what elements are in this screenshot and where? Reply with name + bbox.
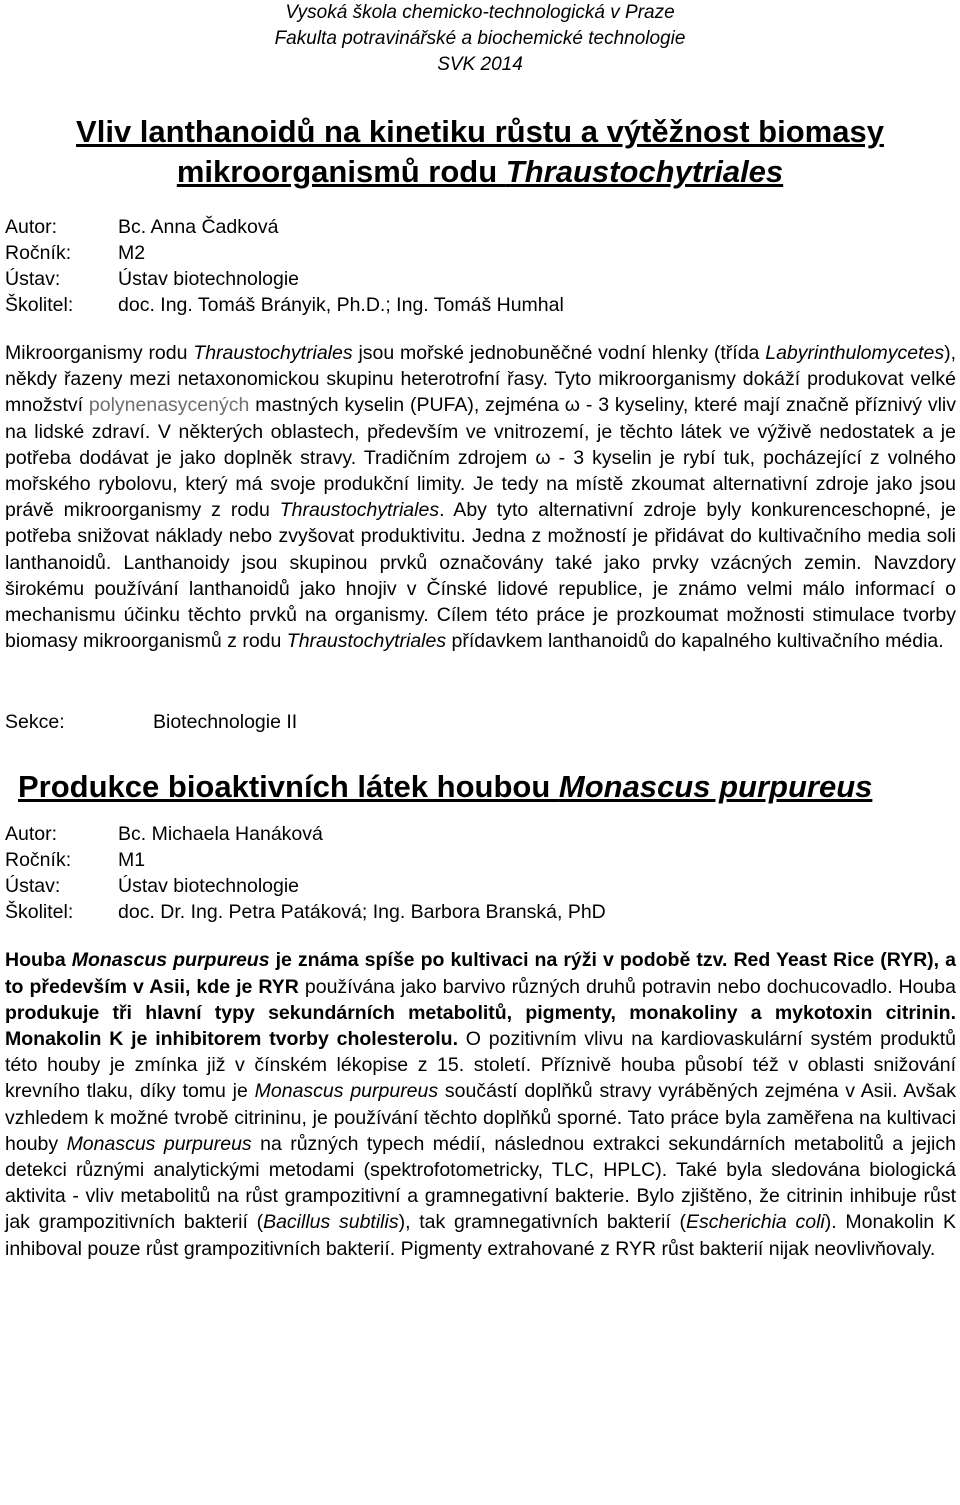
institute-value: Ústav biotechnologie bbox=[118, 268, 300, 290]
paper2-abstract bbox=[0, 947, 960, 1261]
paper2-author-row bbox=[0, 821, 960, 847]
paper1-year-row bbox=[0, 240, 960, 266]
paper1-title bbox=[0, 112, 960, 192]
abstract-genus: Thraustochytriales bbox=[193, 342, 353, 364]
year-value: M2 bbox=[118, 242, 146, 264]
abstract-text: ), někdy řazeny mezi netaxonomickou skupinu heterotrofní řasy. Tyto mikroorganismy dokáží produkovat velké množství bbox=[5, 342, 956, 417]
abstract-text: ). Monakolin K inhiboval pouze růst grampozitivních bakterií. Pigmenty extrahované z RYR růst bakterií nijak neovlivňovaly. bbox=[5, 1211, 956, 1260]
paper1-meta bbox=[0, 214, 960, 318]
paper2-supervisor-row bbox=[0, 899, 960, 925]
year-value: M1 bbox=[118, 849, 146, 872]
abstract-species: Escherichia coli bbox=[685, 1211, 825, 1234]
university-name: Vysoká škola chemicko-technologická v Praze bbox=[285, 2, 675, 23]
abstract-bold: je známa spíše po kultivaci na rýži v podobě tzv. Red Yeast Rice (RYR), a to především v Asii, kde je RYR bbox=[5, 949, 956, 998]
abstract-text: Mikroorganismy rodu bbox=[5, 342, 194, 364]
abstract-genus: Thraustochytriales bbox=[286, 630, 447, 653]
year-label: Ročník: bbox=[5, 849, 72, 872]
abstract-text: na různých typech médií, následnou extrakci sekundárních metabolitů a jejich detekci různými analytickými metodami (spektrofotometricky, TLC, HPLC). Také byla sledována biologická aktivita - vliv metabolitů na růst grampozitivní a gramnegativní bakterie. Bylo zjištěno, že citrinin inhibuje růst jak grampozitivních bakterií ( bbox=[5, 1132, 956, 1234]
paper1-title-line1: Vliv lanthanoidů na kinetiku růstu a výtěžnost biomasy bbox=[76, 114, 884, 149]
abstract-gray-word: polynenasycených bbox=[88, 394, 250, 417]
conference-name: SVK 2014 bbox=[437, 54, 523, 75]
supervisor-value: doc. Ing. Tomáš Brányik, Ph.D.; Ing. Tomáš Humhal bbox=[118, 294, 564, 316]
section-value: Biotechnologie II bbox=[153, 711, 298, 734]
paper2-title-text: Produkce bioaktivních látek houbou bbox=[18, 769, 559, 805]
abstract-bold: Houba bbox=[5, 949, 72, 972]
paper1-abstract bbox=[0, 340, 960, 654]
abstract-text: součástí doplňků stravy vyráběných zejména v Asii. Avšak vzhledem k možné tvrobě citrininu, je používání těchto doplňků sporné. Tato práce byla zaměřena na kultivaci houby bbox=[5, 1080, 957, 1155]
abstract-bold: produkuje tři hlavní typy sekundárních metabolitů, pigmenty, monakoliny a mykotoxin citrinin. Monakolin K je inhibitorem tvorby cholesterolu. bbox=[5, 1001, 956, 1051]
supervisor-value: doc. Dr. Ing. Petra Patáková; Ing. Barbora Branská, PhD bbox=[118, 901, 606, 924]
abstract-text: jsou mořské jednobuněčné vodní hlenky (třída bbox=[352, 342, 766, 364]
paper1-title-genus: Thraustochytriales bbox=[505, 154, 784, 189]
author-value: Bc. Anna Čadková bbox=[118, 216, 279, 238]
paper1-supervisor-row bbox=[0, 292, 960, 318]
paper1-author-row bbox=[0, 214, 960, 240]
abstract-text: O pozitivním vlivu na kardiovaskulární systém produktů této houby je zmínka již v čínském lékopise z 15. století. Příznivě houba působí též v oblasti snižování krevního tlaku, díky tomu je bbox=[5, 1028, 956, 1103]
paper2-institute-row bbox=[0, 873, 960, 899]
abstract-text: používána jako barvivo různých druhů potravin nebo dochucovadlo. Houba bbox=[298, 975, 956, 998]
author-value: Bc. Michaela Hanáková bbox=[118, 823, 323, 846]
paper1-institute-row bbox=[0, 266, 960, 292]
author-label: Autor: bbox=[5, 823, 58, 846]
abstract-class: Labyrinthulomycetes bbox=[765, 342, 945, 364]
abstract-species: Monascus purpureus bbox=[71, 949, 270, 972]
paper2-meta bbox=[0, 821, 960, 925]
document-header bbox=[0, 0, 960, 78]
abstract-species: Monascus purpureus bbox=[254, 1080, 439, 1103]
author-label: Autor: bbox=[5, 216, 58, 238]
abstract-text: . Aby tyto alternativní zdroje byly konkurenceschopné, je potřeba snižovat náklady nebo zvyšovat produktivitu. Jedna z možností je přidávat do kultivačního media soli lanthanoidů. Lanthanoidy jsou skupinou prvků označovány také jako prvky vzácných zemin. Navzdory širokému používání lanthanoidů jako hnojiv v Čínské lidové republice, je známo velmi málo informací o mechanismu účinku těchto prvků na organismy. Cílem této práce je prozkoumat možnosti stimulace tvorby biomasy mikroorganismů z rodu bbox=[5, 499, 957, 653]
supervisor-label: Školitel: bbox=[5, 294, 74, 316]
abstract-species: Bacillus subtilis bbox=[263, 1211, 399, 1234]
abstract-text: přídavkem lanthanoidů do kapalného kultivačního média. bbox=[446, 630, 944, 653]
paper2-title bbox=[0, 767, 960, 807]
section-row bbox=[0, 709, 960, 735]
year-label: Ročník: bbox=[5, 242, 72, 264]
paper2-year-row bbox=[0, 847, 960, 873]
paper2-title-species: Monascus purpureus bbox=[558, 769, 873, 805]
paper1-title-line2: mikroorganismů rodu bbox=[176, 154, 506, 189]
faculty-name: Fakulta potravinářské a biochemické technologie bbox=[274, 28, 686, 49]
institute-label: Ústav: bbox=[5, 875, 61, 898]
section-label: Sekce: bbox=[5, 711, 65, 734]
supervisor-label: Školitel: bbox=[5, 901, 74, 924]
institute-value: Ústav biotechnologie bbox=[118, 875, 300, 898]
abstract-text: ), tak gramnegativních bakterií ( bbox=[398, 1211, 686, 1234]
institute-label: Ústav: bbox=[5, 268, 61, 290]
abstract-genus: Thraustochytriales bbox=[279, 499, 440, 522]
abstract-text: mastných kyselin (PUFA), zejména ω - 3 kyseliny, které mají značně příznivý vliv na lidské zdraví. V některých oblastech, především ve vnitrozemí, je těchto látek ve výživě nedostatek a je potřeba dodávat je jako doplněk stravy. Tradičním zdrojem ω - 3 kyselin je rybí tuk, pocházející z volného mořského rybolovu, který má svoje produkční limity. Je tedy na místě zkoumat alternativní zdroje jako jsou právě mikroorganismy z rodu bbox=[5, 394, 956, 522]
abstract-species: Monascus purpureus bbox=[66, 1132, 252, 1155]
